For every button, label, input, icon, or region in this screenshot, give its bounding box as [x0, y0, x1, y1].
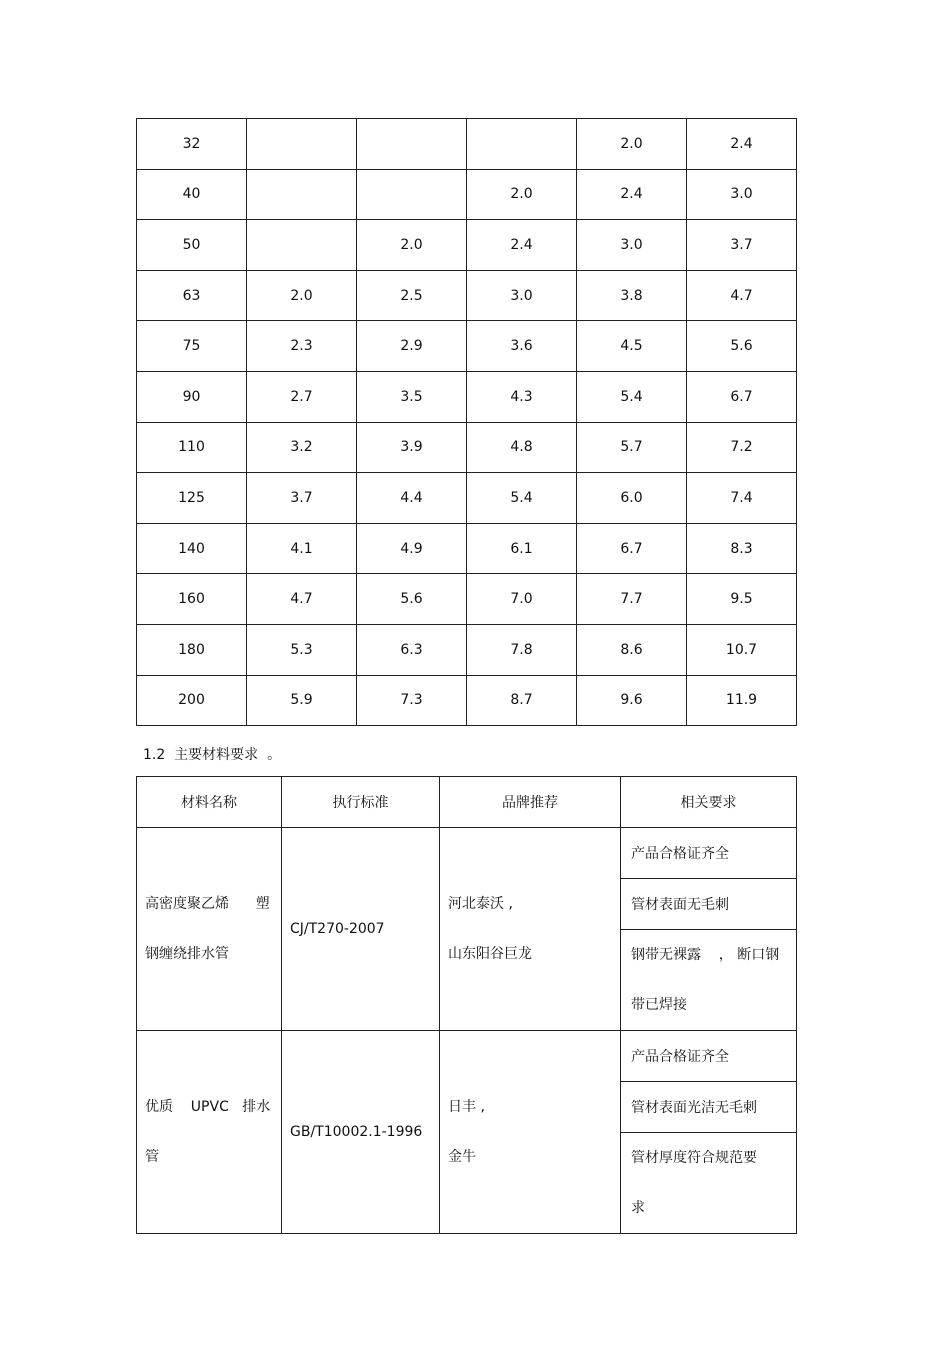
material-row — [137, 1031, 797, 1082]
wall-thickness-cell: 4.1 — [247, 523, 357, 574]
wall-thickness-cell: 7.4 — [687, 473, 797, 524]
wall-thickness-cell: 3.9 — [357, 422, 467, 473]
outer-diameter-cell: 50 — [137, 220, 247, 271]
requirement-text: 钢带无裸露 ， 断口钢 带已焊接 — [631, 947, 780, 1013]
wall-thickness-cell: 7.3 — [357, 675, 467, 726]
wall-thickness-cell: 4.9 — [357, 523, 467, 574]
header-brand: 品牌推荐 — [440, 777, 621, 828]
wall-thickness-cell — [247, 119, 357, 170]
material-brands-cell — [440, 1031, 621, 1234]
wall-thickness-cell: 5.4 — [577, 371, 687, 422]
thickness-row — [137, 169, 797, 220]
wall-thickness-cell: 2.3 — [247, 321, 357, 372]
wall-thickness-cell: 3.7 — [247, 473, 357, 524]
wall-thickness-cell: 2.4 — [577, 169, 687, 220]
wall-thickness-cell: 7.8 — [467, 624, 577, 675]
thickness-row — [137, 624, 797, 675]
wall-thickness-cell: 3.2 — [247, 422, 357, 473]
wall-thickness-cell: 10.7 — [687, 624, 797, 675]
pipe-thickness-table — [136, 118, 797, 726]
material-brands: 日丰 , 金牛 — [448, 1099, 485, 1165]
wall-thickness-cell: 11.9 — [687, 675, 797, 726]
wall-thickness-cell: 6.1 — [467, 523, 577, 574]
wall-thickness-cell: 3.0 — [577, 220, 687, 271]
thickness-row — [137, 321, 797, 372]
wall-thickness-cell: 4.8 — [467, 422, 577, 473]
wall-thickness-cell — [247, 220, 357, 271]
wall-thickness-cell: 2.4 — [687, 119, 797, 170]
wall-thickness-cell: 3.5 — [357, 371, 467, 422]
wall-thickness-cell: 4.7 — [687, 270, 797, 321]
wall-thickness-cell: 3.8 — [577, 270, 687, 321]
wall-thickness-cell: 6.7 — [687, 371, 797, 422]
outer-diameter-cell: 110 — [137, 422, 247, 473]
wall-thickness-cell: 4.5 — [577, 321, 687, 372]
wall-thickness-cell: 4.3 — [467, 371, 577, 422]
outer-diameter-cell: 125 — [137, 473, 247, 524]
material-name: 优质 UPVC 排水 管 — [145, 1099, 271, 1165]
wall-thickness-cell: 2.0 — [357, 220, 467, 271]
wall-thickness-cell: 2.9 — [357, 321, 467, 372]
material-name-cell — [137, 828, 282, 1031]
wall-thickness-cell: 2.5 — [357, 270, 467, 321]
outer-diameter-cell: 160 — [137, 574, 247, 625]
thickness-row — [137, 371, 797, 422]
outer-diameter-cell: 63 — [137, 270, 247, 321]
wall-thickness-cell: 5.6 — [357, 574, 467, 625]
requirement-text: 管材厚度符合规范要 求 — [631, 1150, 757, 1216]
requirement-cell — [621, 1133, 797, 1234]
wall-thickness-cell: 9.6 — [577, 675, 687, 726]
thickness-row — [137, 675, 797, 726]
outer-diameter-cell: 90 — [137, 371, 247, 422]
wall-thickness-cell: 2.0 — [247, 270, 357, 321]
thickness-row — [137, 422, 797, 473]
header-material-name: 材料名称 — [137, 777, 282, 828]
requirement-cell: 管材表面光洁无毛刺 — [621, 1082, 797, 1133]
wall-thickness-cell: 2.4 — [467, 220, 577, 271]
thickness-row — [137, 523, 797, 574]
wall-thickness-cell: 5.9 — [247, 675, 357, 726]
wall-thickness-cell: 5.4 — [467, 473, 577, 524]
wall-thickness-cell: 4.4 — [357, 473, 467, 524]
outer-diameter-cell: 140 — [137, 523, 247, 574]
wall-thickness-cell: 4.7 — [247, 574, 357, 625]
header-requirements: 相关要求 — [621, 777, 797, 828]
wall-thickness-cell: 8.7 — [467, 675, 577, 726]
outer-diameter-cell: 75 — [137, 321, 247, 372]
material-name: 高密度聚乙烯 塑 钢缠绕排水管 — [145, 896, 270, 962]
wall-thickness-cell: 9.5 — [687, 574, 797, 625]
wall-thickness-cell: 3.0 — [467, 270, 577, 321]
section-heading: 1.2 主要材料要求 。 — [143, 747, 282, 763]
material-brands: 河北泰沃 , 山东阳谷巨龙 — [448, 896, 532, 962]
wall-thickness-cell: 6.0 — [577, 473, 687, 524]
wall-thickness-cell — [357, 169, 467, 220]
requirement-cell: 产品合格证齐全 — [621, 1031, 797, 1082]
thickness-row — [137, 574, 797, 625]
material-standard: CJ/T270-2007 — [282, 828, 440, 1031]
wall-thickness-cell — [467, 119, 577, 170]
outer-diameter-cell: 40 — [137, 169, 247, 220]
wall-thickness-cell: 2.0 — [577, 119, 687, 170]
requirement-cell: 管材表面无毛刺 — [621, 879, 797, 930]
wall-thickness-cell: 6.7 — [577, 523, 687, 574]
wall-thickness-cell: 7.0 — [467, 574, 577, 625]
thickness-row — [137, 119, 797, 170]
wall-thickness-cell: 7.7 — [577, 574, 687, 625]
wall-thickness-cell: 8.6 — [577, 624, 687, 675]
requirement-cell: 产品合格证齐全 — [621, 828, 797, 879]
wall-thickness-cell: 3.6 — [467, 321, 577, 372]
wall-thickness-cell: 8.3 — [687, 523, 797, 574]
thickness-row — [137, 220, 797, 271]
outer-diameter-cell: 32 — [137, 119, 247, 170]
outer-diameter-cell: 180 — [137, 624, 247, 675]
wall-thickness-cell — [247, 169, 357, 220]
material-standard: GB/T10002.1-1996 — [282, 1031, 440, 1234]
wall-thickness-cell: 2.7 — [247, 371, 357, 422]
thickness-row — [137, 473, 797, 524]
wall-thickness-cell: 3.7 — [687, 220, 797, 271]
outer-diameter-cell: 200 — [137, 675, 247, 726]
material-row — [137, 828, 797, 879]
thickness-row — [137, 270, 797, 321]
header-standard: 执行标准 — [282, 777, 440, 828]
wall-thickness-cell: 5.6 — [687, 321, 797, 372]
wall-thickness-cell: 6.3 — [357, 624, 467, 675]
wall-thickness-cell: 5.7 — [577, 422, 687, 473]
wall-thickness-cell: 2.0 — [467, 169, 577, 220]
wall-thickness-cell: 5.3 — [247, 624, 357, 675]
wall-thickness-cell: 7.2 — [687, 422, 797, 473]
materials-header-row — [137, 777, 797, 828]
materials-requirements-table — [136, 776, 797, 1234]
material-brands-cell — [440, 828, 621, 1031]
material-name-cell — [137, 1031, 282, 1234]
wall-thickness-cell — [357, 119, 467, 170]
pipe-thickness-table-body — [137, 119, 797, 726]
requirement-cell — [621, 930, 797, 1031]
wall-thickness-cell: 3.0 — [687, 169, 797, 220]
